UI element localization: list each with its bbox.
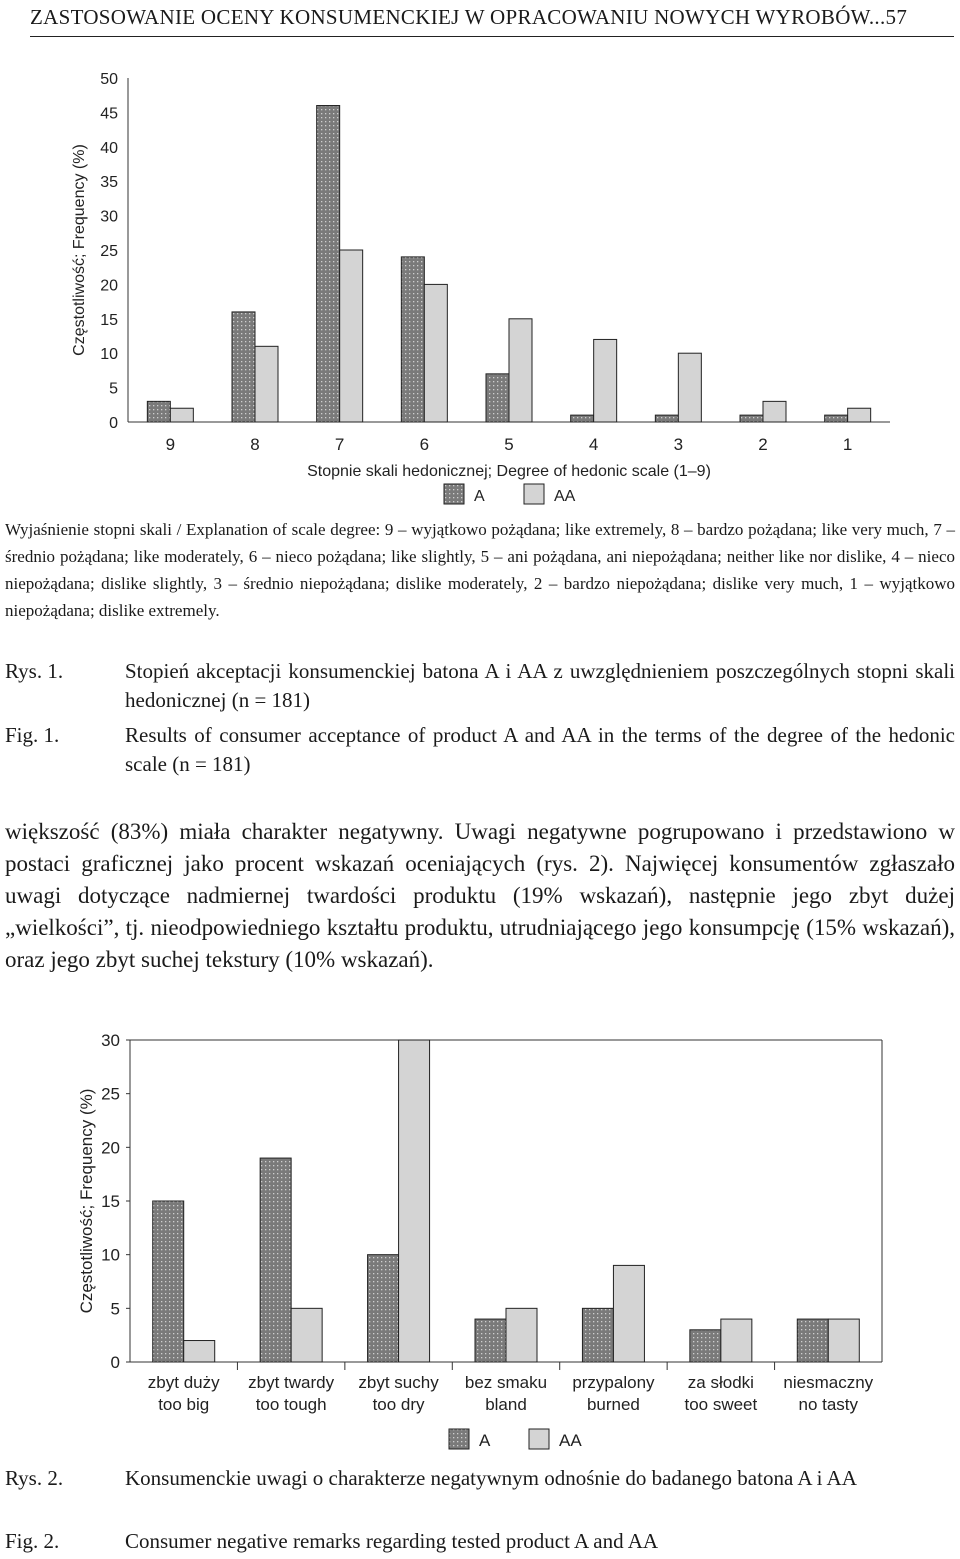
chart1-bar-aa-8 bbox=[763, 401, 786, 422]
chart1-category-label: 4 bbox=[588, 435, 599, 454]
chart2-legend-label-a: A bbox=[479, 1431, 491, 1450]
chart2-bar-aa-7 bbox=[828, 1319, 859, 1362]
chart2-y-tick-label: 15 bbox=[101, 1192, 120, 1211]
chart2-bar-aa-6 bbox=[721, 1319, 752, 1362]
chart1-category-label: 9 bbox=[165, 435, 176, 454]
chart1-bar-a-3 bbox=[317, 106, 340, 422]
figure-2-text-en: Consumer negative remarks regarding tested product A and AA bbox=[125, 1529, 659, 1553]
chart2-category-label: za słodki bbox=[687, 1373, 754, 1392]
chart2-bar-aa-4 bbox=[506, 1308, 537, 1362]
chart1-bar-aa-7 bbox=[678, 353, 701, 422]
chart2-category-label: bland bbox=[485, 1395, 527, 1414]
chart2-legend-swatch-a bbox=[449, 1429, 469, 1449]
chart2-y-tick-label: 20 bbox=[101, 1138, 120, 1158]
chart1-y-tick-label: 45 bbox=[100, 105, 118, 123]
chart2-y-tick-label: 5 bbox=[110, 1299, 120, 1319]
figure-2-label-en: Fig. 2. bbox=[5, 1529, 60, 1553]
figure-1-label-pl: Rys. 1. bbox=[5, 659, 64, 683]
chart1-bar-a-9 bbox=[825, 415, 848, 422]
chart1-legend-label-a: A bbox=[474, 488, 485, 505]
chart2-category-label: no tasty bbox=[798, 1395, 859, 1414]
chart1-y-tick-label: 50 bbox=[100, 71, 118, 88]
chart2-y-tick-label: 10 bbox=[101, 1245, 120, 1265]
figure-1-caption-pl bbox=[5, 657, 955, 717]
chart2-bar-a-6 bbox=[690, 1330, 721, 1362]
chart2-bar-a-1 bbox=[153, 1201, 184, 1362]
chart1-bar-a-5 bbox=[486, 374, 509, 422]
figure-1-text-pl: Stopień akceptacji konsumenckiej batona A i AA z uwzględnieniem poszczególnych stopni skali hedonicznej (n = 181) bbox=[125, 659, 955, 712]
chart1-bar-a-4 bbox=[401, 257, 424, 422]
chart2-bar-aa-1 bbox=[184, 1341, 215, 1362]
chart2-bar-a-7 bbox=[797, 1319, 828, 1362]
chart1-y-tick-label: 30 bbox=[100, 208, 118, 226]
chart1-bar-aa-4 bbox=[424, 284, 447, 422]
chart1-category-label: 2 bbox=[758, 435, 768, 454]
chart1-bar-a-7 bbox=[655, 415, 678, 422]
chart1-bar-a-8 bbox=[740, 415, 763, 422]
running-header-text: ZASTOSOWANIE OCENY KONSUMENCKIEJ W OPRACOWANIU NOWYCH WYROBÓW...57 bbox=[30, 5, 908, 29]
figure-1-caption-en bbox=[5, 721, 955, 781]
chart1-y-tick-label: 40 bbox=[100, 139, 118, 157]
chart1-category-label: 5 bbox=[504, 435, 514, 454]
chart1-bar-aa-5 bbox=[509, 319, 532, 422]
body-paragraph: większość (83%) miała charakter negatywny. Uwagi negatywne pogrupowano i przedstawiono w postaci graficznej jako procent wskazań oceniających (rys. 2). Najwięcej konsumentów zgłaszało uwagi dotyczące nadmiernej twardości produktu (19% wskazań), następnie jego zbyt dużej „wielkości”, tj. nieodpowiedniego kształtu produktu, utrudniającego jego konsumpcję (15% wskazań), oraz jego zbyt suchej tekstury (10% wskazań). bbox=[5, 819, 955, 972]
chart2-category-label: too sweet bbox=[684, 1395, 758, 1414]
chart2-bar-a-5 bbox=[582, 1308, 613, 1362]
chart2-category-label: zbyt duży bbox=[147, 1373, 220, 1392]
figure-2-caption-en bbox=[5, 1527, 955, 1557]
chart1-y-tick-label: 15 bbox=[100, 311, 118, 329]
chart1-y-axis-title: Częstotliwość; Frequency (%) bbox=[71, 144, 88, 356]
chart2-legend-label-aa: AA bbox=[559, 1431, 582, 1450]
chart1-bar-aa-9 bbox=[848, 408, 871, 422]
chart2-category-label: too big bbox=[158, 1395, 210, 1414]
figure-1-hedonic-chart bbox=[0, 40, 960, 550]
chart2-bar-a-4 bbox=[475, 1319, 506, 1362]
figure-2-caption-pl bbox=[5, 1464, 955, 1524]
chart1-bar-aa-1 bbox=[170, 408, 193, 422]
chart1-category-label: 1 bbox=[842, 435, 853, 454]
chart2-category-label: too dry bbox=[372, 1395, 425, 1414]
chart1-legend-swatch-a bbox=[444, 484, 464, 504]
chart2-y-axis-title: Częstotliwość; Frequency (%) bbox=[77, 1088, 96, 1314]
figure-2-text-pl: Konsumenckie uwagi o charakterze negatywnym odnośnie do badanego batona A i AA bbox=[125, 1466, 857, 1490]
figure-1-label-en: Fig. 1. bbox=[5, 723, 60, 747]
figure-1-text-en: Results of consumer acceptance of product A and AA in the terms of the degree of the hedonic scale (n = 181) bbox=[125, 723, 955, 776]
chart2-bar-aa-3 bbox=[399, 1040, 430, 1362]
chart2-y-tick-label: 25 bbox=[101, 1084, 120, 1104]
chart1-bar-a-6 bbox=[571, 415, 594, 422]
chart2-category-label: niesmaczny bbox=[783, 1373, 874, 1392]
running-header bbox=[30, 2, 954, 37]
chart1-y-tick-label: 20 bbox=[100, 277, 118, 295]
chart1-y-tick-label: 35 bbox=[100, 174, 118, 192]
chart1-category-label: 7 bbox=[334, 435, 345, 454]
chart1-bar-aa-6 bbox=[594, 339, 617, 422]
chart1-category-label: 8 bbox=[250, 435, 260, 454]
scale-explanation-note: Wyjaśnienie stopni skali / Explanation of scale degree: 9 – wyjątkowo pożądana; like extremely, 8 – bardzo pożądana; like very much, 7 – średnio pożądana; like moderately, 6 – nieco pożądana; like slightly, 5 – ani pożądana, ani niepożądana; neither like nor dislike, 4 – nieco niepożądana; dislike slightly, 3 – średnio niepożądana; dislike moderately, 2 – bardzo niepożądana; dislike very much, 1 – wyjątkowo niepożądana; dislike extremely. bbox=[5, 520, 955, 620]
chart2-y-tick-label: 0 bbox=[110, 1353, 120, 1372]
chart2-bar-a-3 bbox=[368, 1255, 399, 1362]
chart1-y-tick-label: 25 bbox=[100, 243, 118, 260]
chart2-bar-aa-2 bbox=[291, 1308, 322, 1362]
chart2-category-label: bez smaku bbox=[464, 1373, 548, 1392]
chart1-legend-swatch-aa bbox=[524, 484, 544, 504]
chart2-category-label: przypalony bbox=[572, 1373, 655, 1392]
chart2-legend-swatch-aa bbox=[529, 1429, 549, 1449]
chart1-bar-a-1 bbox=[147, 401, 170, 422]
chart1-bar-aa-3 bbox=[340, 250, 363, 422]
chart2-y-tick-label: 30 bbox=[101, 1031, 120, 1050]
chart2-bar-aa-5 bbox=[613, 1265, 644, 1362]
chart1-category-label: 3 bbox=[673, 435, 684, 454]
chart1-category-label: 6 bbox=[419, 435, 430, 454]
chart2-category-label: burned bbox=[586, 1395, 640, 1414]
chart1-bar-a-2 bbox=[232, 312, 255, 422]
chart2-bar-a-2 bbox=[260, 1158, 291, 1362]
chart1-y-tick-label: 0 bbox=[109, 415, 118, 432]
chart2-category-label: too tough bbox=[255, 1395, 327, 1414]
figure-2-label-pl: Rys. 2. bbox=[5, 1466, 64, 1490]
chart1-bar-aa-2 bbox=[255, 346, 278, 422]
chart2-category-label: zbyt suchy bbox=[358, 1373, 439, 1392]
chart1-y-tick-label: 10 bbox=[100, 346, 118, 364]
chart1-legend-label-aa: AA bbox=[554, 488, 576, 505]
figure-2-remarks-chart bbox=[0, 1020, 960, 1460]
chart1-y-tick-label: 5 bbox=[109, 380, 118, 398]
chart1-x-axis-title: Stopnie skali hedonicznej; Degree of hedonic scale (1–9) bbox=[307, 463, 711, 480]
chart2-category-label: zbyt twardy bbox=[248, 1373, 335, 1392]
